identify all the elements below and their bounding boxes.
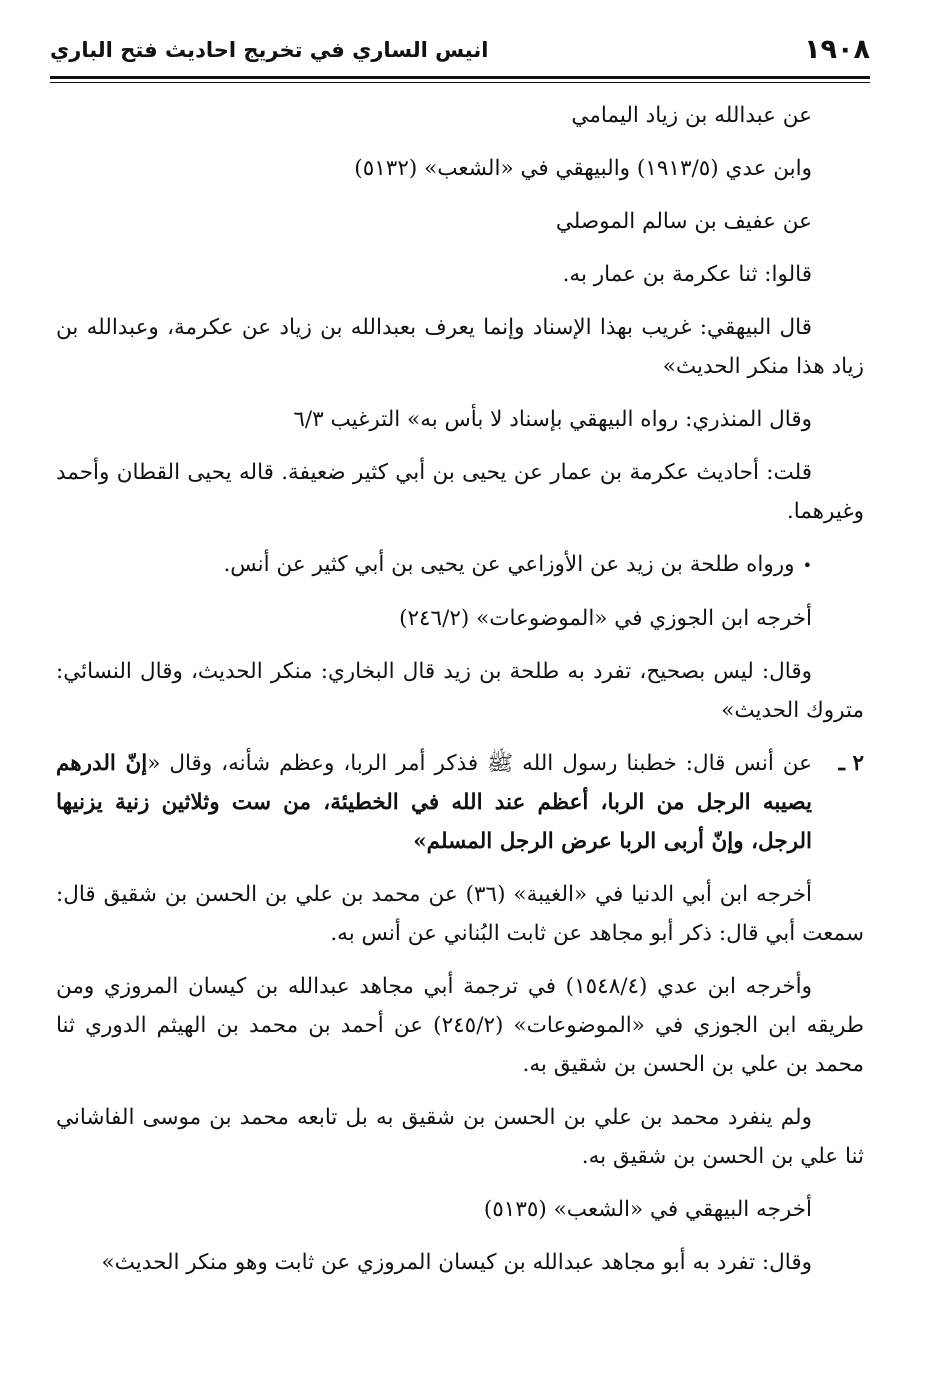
paragraph: وقال: تفرد به أبو مجاهد عبدالله بن كيسان المروزي عن ثابت وهو منكر الحديث» [101,1250,812,1275]
paragraph-text: وأخرجه ابن عدي (١٥٤٨/٤) في ترجمة أبي مجاهد عبدالله بن كيسان المروزي ومن طريقه ابن الجوزي في «الموضوعات» (٢٤٥/٢) عن أحمد بن محمد بن الهيثم الدوري ثنا محمد بن علي بن الحسن بن شقيق به. [56,974,864,1077]
page-number: ١٩٠٨ [804,34,870,65]
paragraph-text: قال البيهقي: غريب بهذا الإسناد وإنما يعرف بعبدالله بن زياد عن عكرمة، وعبدالله بن زياد هذا منكر الحديث» [56,315,864,379]
paragraph [56,967,864,1084]
paragraph [56,453,864,531]
paragraph: أخرجه البيهقي في «الشعب» (٥١٣٥) [483,1197,812,1222]
paragraph: عن عبدالله بن زياد اليمامي [571,103,812,128]
paragraph: وابن عدي (١٩١٣/٥) والبيهقي في «الشعب» (٥١٣٢) [354,156,812,181]
hadith-number: ٢ ـ [838,751,864,776]
paragraph [56,875,864,953]
paragraph: قالوا: ثنا عكرمة بن عمار به. [562,262,812,287]
paragraph [56,308,864,386]
body-text [56,96,864,1296]
page-header [50,34,870,76]
paragraph-text: وقال: ليس بصحيح، تفرد به طلحة بن زيد قال البخاري: منكر الحديث، وقال النسائي: متروك الحديث» [56,659,864,723]
running-title: انيس الساري في تخريج احاديث فتح الباري [50,38,489,62]
paragraph-text: أخرجه ابن أبي الدنيا في «الغيبة» (٣٦) عن محمد بن علي بن الحسن بن شقيق قال: سمعت أبي قال: ذكر أبو مجاهد عن ثابت البُناني عن أنس به. [56,882,864,946]
paragraph: أخرجه ابن الجوزي في «الموضوعات» (٢٤٦/٢) [399,606,812,631]
paragraph [56,1098,864,1176]
header-rule-thin [50,82,870,83]
hadith-text: إنّ الدرهم يصيبه الرجل من الربا، أعظم عند الله في الخطيئة، من ست وثلاثين زنية يزنيها الرجل، وإنّ أربى الربا عرض الرجل المسلم» [56,751,812,854]
paragraph-text: قلت: أحاديث عكرمة بن عمار عن يحيى بن أبي كثير ضعيفة. قاله يحيى القطان وأحمد وغيرهما. [56,460,864,524]
paragraph: وقال المنذري: رواه البيهقي بإسناد لا بأس به» الترغيب ٦/٣ [293,407,812,432]
paragraph-text: ولم ينفرد محمد بن علي بن الحسن بن شقيق به بل تابعه محمد بن موسى الفاشاني ثنا علي بن الحسن بن شقيق به. [56,1105,864,1169]
hadith-intro: عن أنس قال: خطبنا رسول الله ﷺ فذكر أمر الربا، وعظم شأنه، وقال « [147,751,812,776]
header-rule [50,76,870,79]
paragraph-text: ورواه طلحة بن زيد عن الأوزاعي عن يحيى بن أبي كثير عن أنس. [223,552,795,577]
hadith-entry [56,744,864,861]
paragraph [56,652,864,730]
paragraph: عن عفيف بن سالم الموصلي [555,209,812,234]
bullet-paragraph [56,545,864,585]
bullet-icon: • [802,556,812,575]
